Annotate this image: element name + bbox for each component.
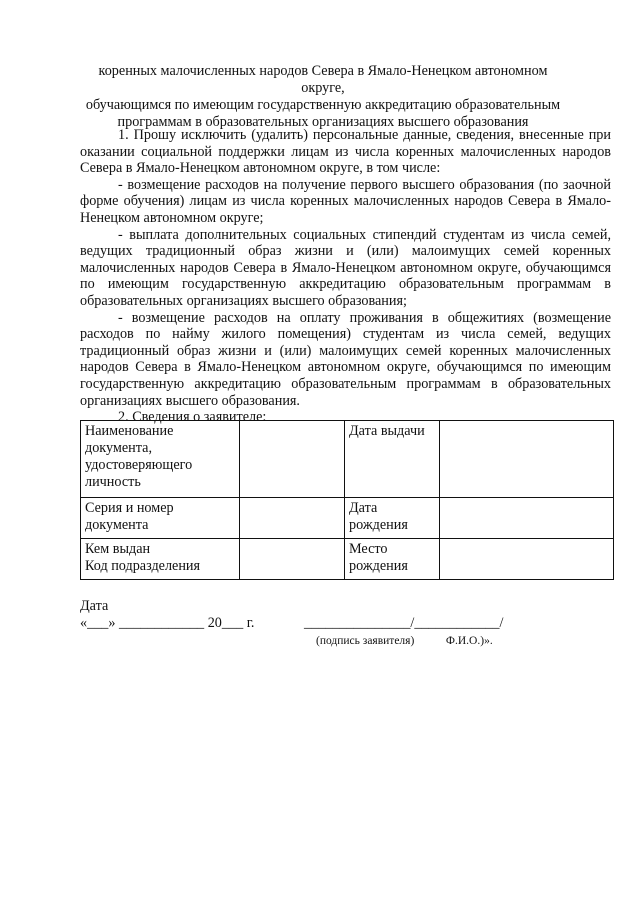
signature-slash-2: / [499, 615, 504, 631]
date-line [80, 615, 254, 632]
date-month-blank: ____________ [119, 615, 205, 631]
date-label: Дата [80, 598, 109, 614]
date-open-quote: « [80, 615, 88, 631]
document-header [80, 63, 566, 131]
applicant-info-table [80, 420, 614, 580]
label-issued-by-line-1: Кем выдан [85, 541, 151, 557]
signature-blank: _______________ [304, 615, 411, 631]
table-row [81, 539, 614, 580]
document-body [80, 127, 611, 426]
caption-signature: (подпись заявителя) [316, 635, 415, 647]
value-issued-by [240, 539, 345, 580]
label-identity-document: Наименование документа, удостоверяющего личность [81, 421, 240, 498]
paragraph-request: 1. Прошу исключить (удалить) персональные данные, сведения, внесенные при оказании социальной поддержки лицам из числа коренных малочисленных народов Севера в Ямало-Ненецком автономном округе, в том числе: [80, 127, 611, 177]
signature-line [304, 615, 503, 632]
label-birth-date: Дата рождения [345, 498, 440, 539]
label-issue-date: Дата выдачи [345, 421, 440, 498]
signature-caption [316, 633, 493, 650]
table-row [81, 498, 614, 539]
date-day-blank: ___ [87, 615, 109, 631]
date-year-blank: ___ [221, 615, 244, 631]
header-line-1: коренных малочисленных народов Севера в Ямало-Ненецком автономном округе, [98, 63, 548, 96]
label-birth-place: Место рождения [345, 539, 440, 580]
date-year-prefix: 20 [207, 615, 222, 631]
paragraph-item-2: - выплата дополнительных социальных стипендий студентам из числа семей, ведущих традиционный образ жизни и (или) малоимущих семей коренных малочисленных народов Севера в Ямало-Ненецком автономном округе, обучающимся по имеющим государственную аккредитацию образовательным программам в образовательных организациях высшего образования; [80, 226, 611, 309]
table-row [81, 421, 614, 498]
value-series-number [240, 498, 345, 539]
date-year-suffix: г. [246, 615, 255, 631]
label-issued-by [81, 539, 240, 580]
fio-blank: ____________ [414, 615, 500, 631]
value-birth-place [440, 539, 614, 580]
value-birth-date [440, 498, 614, 539]
paragraph-item-3: - возмещение расходов на оплату проживания в общежитиях (возмещение расходов по найму жилого помещения) студентам из числа семей, ведущих традиционный образ жизни и (или) малоимущих семей коренных малочисленных народов Севера в Ямало-Ненецком автономном округе, обучающимся по имеющим государственную аккредитацию образовательным программам в образовательных организациях высшего образования. [80, 309, 611, 409]
paragraph-applicant-info: 2. Сведения о заявителе: [118, 409, 267, 426]
signature-slash-1: / [410, 615, 415, 631]
value-identity-document [240, 421, 345, 498]
value-issue-date [440, 421, 614, 498]
paragraph-item-1: - возмещение расходов на получение первого высшего образования (по заочной форме обучения) лицам из числа коренных малочисленных народов Севера в Ямало-Ненецком автономном округе; [80, 176, 611, 226]
label-series-number: Серия и номер документа [81, 498, 240, 539]
date-close-quote: » [108, 615, 116, 631]
header-line-2: обучающимся по имеющим государственную аккредитацию образовательным [85, 97, 561, 113]
caption-fio: Ф.И.О.)». [445, 635, 493, 647]
header-line-3: программам в образовательных организациях высшего образования [117, 114, 529, 130]
label-issued-by-line-2: Код подразделения [85, 558, 201, 574]
